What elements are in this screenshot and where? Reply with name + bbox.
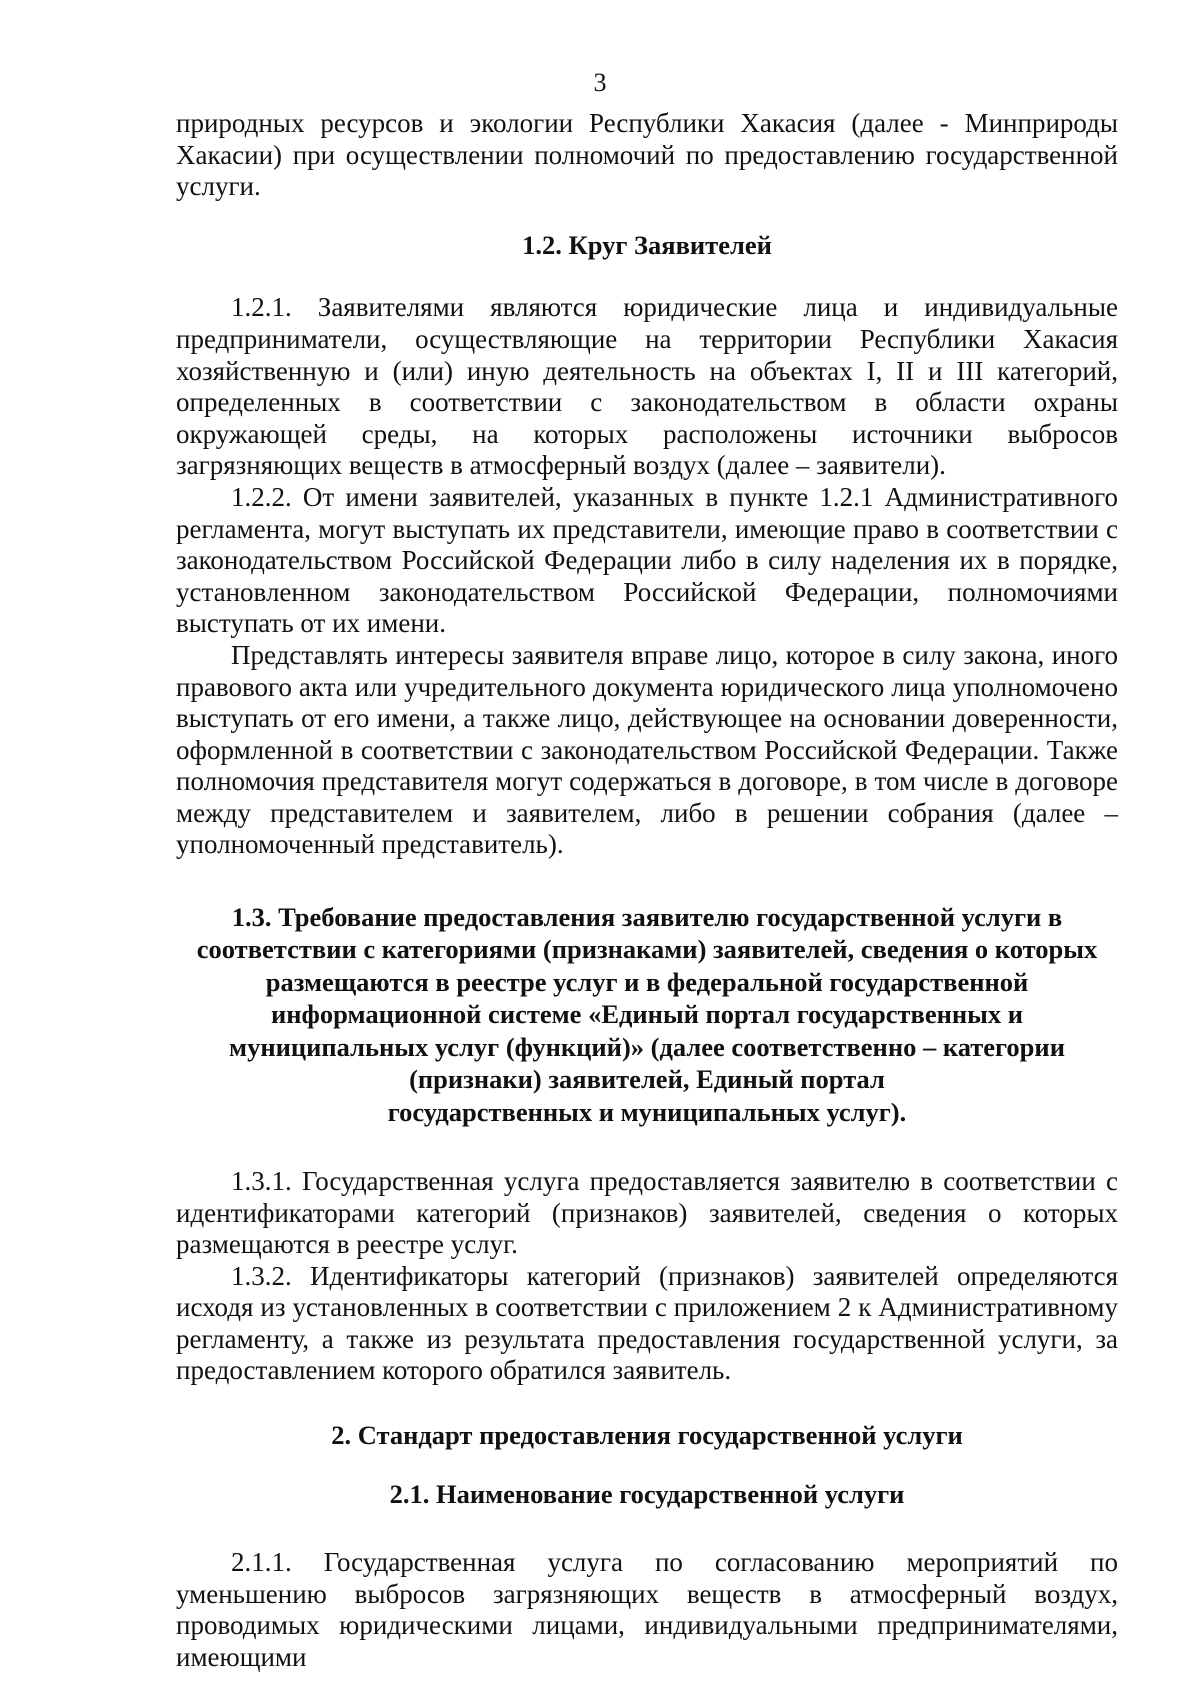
heading-1-3-line: муниципальных услуг (функций)» (далее соответственно – категории — [229, 1031, 1065, 1062]
heading-1-3-line: государственных и муниципальных услуг). — [387, 1096, 907, 1127]
paragraph-2-1-1: 2.1.1. Государственная услуга по согласованию мероприятий по уменьшению выбросов загрязняющих веществ в атмосферный воздух, проводимых юридическими лицами, индивидуальными предпринимателями, имеющими — [176, 1547, 1118, 1673]
paragraph-1-2-1: 1.2.1. Заявителями являются юридические лица и индивидуальные предприниматели, осуществляющие на территории Республики Хакасия хозяйственную и (или) иную деятельность на объектах I, II и III категорий, определенных в соответствии с законодательством в области охраны окружающей среды, на которых расположены источники выбросов загрязняющих веществ в атмосферный воздух (далее – заявители). — [176, 292, 1118, 481]
paragraph-representative: Представлять интересы заявителя вправе лицо, которое в силу закона, иного правового акта или учредительного документа юридического лица уполномочено выступать от его имени, а также лицо, действующее на основании доверенности, оформленной в соответствии с законодательством Российской Федерации. Также полномочия представителя могут содержаться в договоре, в том числе в договоре между представителем и заявителем, либо в решении собрания (далее – уполномоченный представитель). — [176, 639, 1118, 860]
document-body — [176, 108, 1118, 1674]
heading-2-1: 2.1. Наименование государственной услуги — [389, 1478, 905, 1509]
intro-paragraph: природных ресурсов и экологии Республики Хакасия (далее - Минприроды Хакасии) при осуществлении полномочий по предоставлению государственной услуги. — [176, 108, 1118, 202]
heading-1-3 — [176, 901, 1118, 1128]
paragraph-1-2-2: 1.2.2. От имени заявителей, указанных в пункте 1.2.1 Административного регламента, могут выступать их представители, имеющие право в соответствии с законодательством Российской Федерации либо в силу наделения их в порядке, установленном законодательством Российской Федерации, полномочиями выступать от их имени. — [176, 481, 1118, 639]
heading-1-3-line: информационной системе «Единый портал государственных и — [271, 999, 1023, 1030]
heading-1-3-line: (признаки) заявителей, Единый портал — [409, 1064, 885, 1095]
heading-1-2: 1.2. Круг Заявителей — [522, 229, 772, 260]
heading-1-3-line: соответствии с категориями (признаками) заявителей, сведения о которых — [196, 934, 1098, 965]
heading-1-3-line: размещаются в реестре услуг и в федеральной государственной — [265, 966, 1029, 997]
page-number: 3 — [593, 68, 607, 97]
heading-1-3-line: 1.3. Требование предоставления заявителю государственной услуги в — [231, 902, 1063, 933]
paragraph-1-3-1: 1.3.1. Государственная услуга предоставляется заявителю в соответствии с идентификаторами категорий (признаков) заявителей, сведения о которых размещаются в реестре услуг. — [176, 1165, 1118, 1260]
paragraph-1-3-2: 1.3.2. Идентификаторы категорий (признаков) заявителей определяются исходя из установленных в соответствии с приложением 2 к Административному регламенту, а также из результата предоставления государственной услуги, за предоставлением которого обратился заявитель. — [176, 1260, 1118, 1386]
heading-2: 2. Стандарт предоставления государственной услуги — [331, 1420, 963, 1451]
